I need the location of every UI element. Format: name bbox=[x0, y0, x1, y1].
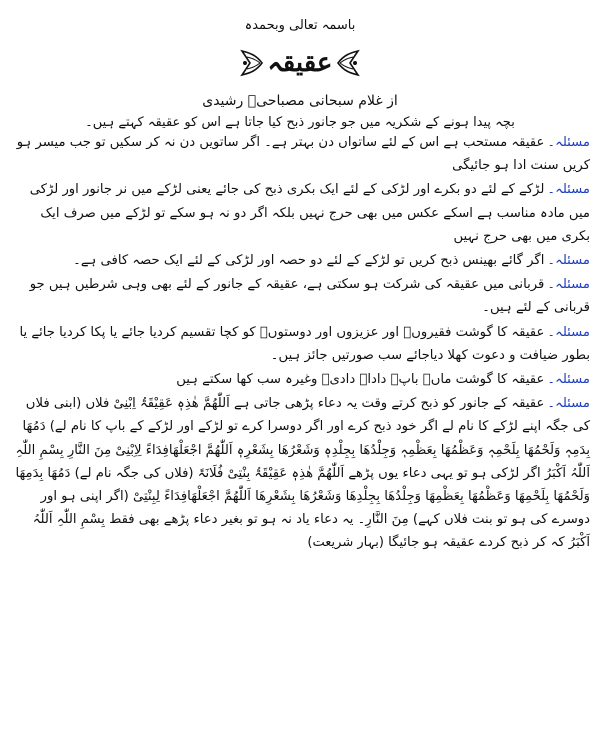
masala-text: قربانی میں عقیقہ کی شرکت ہو سکتی ہے، عقیقہ کے جانور کے لئے بھی وہی شرطیں ہیں جو قربانی کے لئے ہیں۔ bbox=[29, 277, 590, 316]
masala-item bbox=[10, 249, 590, 272]
masala-item bbox=[10, 321, 590, 367]
right-ornament-icon bbox=[238, 49, 264, 77]
bismihi-heading: باسمہ تعالی وبحمدہ bbox=[244, 18, 356, 33]
masala-text: عقیقہ کا گوشت فقیروںؔ اور عزیزوں اور دوستوںؔ کو کچا تقسیم کردیا جائے یا پکا کردیا جائے یا بطور ضیافت و دعوت کھلا دیاجائے سب صورتیں جائز ہیں۔ bbox=[19, 324, 590, 363]
title-row bbox=[10, 49, 590, 77]
author-line: از غلام سبحانی مصباحیؔ رشیدی bbox=[202, 93, 398, 109]
page-title: عقیقہ bbox=[267, 48, 333, 78]
masala-item bbox=[10, 131, 590, 177]
masala-item bbox=[10, 392, 590, 554]
masala-label: مسئلہ۔ bbox=[547, 182, 590, 198]
left-ornament-icon bbox=[336, 49, 362, 77]
masala-label: مسئلہ۔ bbox=[547, 277, 590, 293]
intro-line: بچہ پیدا ہونے کے شکریہ میں جو جانور ذبح کیا جاتا ہے اس کو عقیقہ کہتے ہیں۔ bbox=[85, 115, 515, 130]
masala-label: مسئلہ۔ bbox=[547, 324, 590, 340]
masala-label: مسئلہ۔ bbox=[547, 372, 590, 388]
masala-label: مسئلہ۔ bbox=[547, 396, 590, 412]
masala-text: عقیقہ مستحب ہے اس کے لئے ساتواں دن بہتر ہے۔ اگر ساتویں دن نہ کر سکیں تو جب میسر ہو کریں سنت ادا ہو جائیگی bbox=[16, 135, 590, 174]
masala-item bbox=[10, 368, 590, 391]
source-citation: (بہار شریعت) bbox=[307, 535, 384, 551]
masala-item bbox=[10, 178, 590, 248]
masala-text: اگر گائے بھینس ذبح کریں تو لڑکے کے لئے دو حصہ اور لڑکی کے لئے ایک حصہ کافی ہے۔ bbox=[73, 253, 545, 269]
masala-text: عقیقہ کا گوشت ماںؔ باپؔ داداؔ دادیؔ وغیرہ سب کھا سکتے ہیں bbox=[176, 372, 545, 388]
masala-item bbox=[10, 273, 590, 319]
masala-label: مسئلہ۔ bbox=[547, 253, 590, 269]
masala-label: مسئلہ۔ bbox=[547, 135, 590, 150]
masala-text: عقیقہ کے جانور کو ذبح کرتے وقت یہ دعاء پڑھی جاتی ہے اَللّٰھُمَّ ھٰذِہٖ عَقِیْقَۃُ اِبْنِیْ فلاں (ابنی فلاں کی جگہ اپنے لڑکے کا نام لے اگر خود ذبح کرے اور اگر دوسرا کرے تو لڑکے اور لڑکے کے باپ کا نام لے) دَمُھَا بِدَمِہٖ وَلَحْمُھَا بِلَحْمِہٖ وَعَظْمُھَا بِعَظْمِہٖ وَجِلْدُھَا بِجِلْدِہٖ وَشَعْرُھَا بِشَعْرِہٖ اَللّٰھُمَّ اجْعَلْھَافِدَاءً لِاِبْنِیْ مِنَ النَّارِ بِسْمِ اللّٰہِ اَللّٰہُ اَکْبَرُ اگر لڑکی ہو تو یہی دعاء یوں پڑھے اَللّٰھُمَّ ھٰذِہٖ عَقِیْقَۃُ بِنْتِیْ فُلَانَۃَ (فلاں کی جگہ نام لے) دَمُھَا بِدَمِھَا وَلَحْمُھَا بِلَحْمِھَا وَعَظْمُھَا بِعَظْمِھَا وَجِلْدُھَا بِجِلْدِھَا وَشَعْرُھَا بِشَعْرِھَا اَللّٰھُمَّ اجْعَلْھَافِدَاءً لِبِنْتِیْ (اگر اپنی ہو اور دوسرے کی ہو تو بنت فلاں کہے) مِنَ النَّارِ۔ یہ دعاء یاد نہ ہو تو بغیر دعاء پڑھے بھی فقط بِسْمِ اللّٰہِ اَللّٰہُ اَکْبَرُ کہ کر ذبح کردے عقیقہ ہو جائیگا bbox=[15, 396, 590, 551]
masala-text: لڑکے کے لئے دو بکرے اور لڑکی کے لئے ایک بکری ذبح کی جائے یعنی لڑکے میں نر جانور اور لڑکی میں مادہ مناسب ہے اسکے عکس میں بھی حرج نہیں بلکہ اگر دو نہ ہو سکے تو لڑکے میں صرف ایک بکری میں بھی حرج نہیں bbox=[29, 182, 590, 244]
